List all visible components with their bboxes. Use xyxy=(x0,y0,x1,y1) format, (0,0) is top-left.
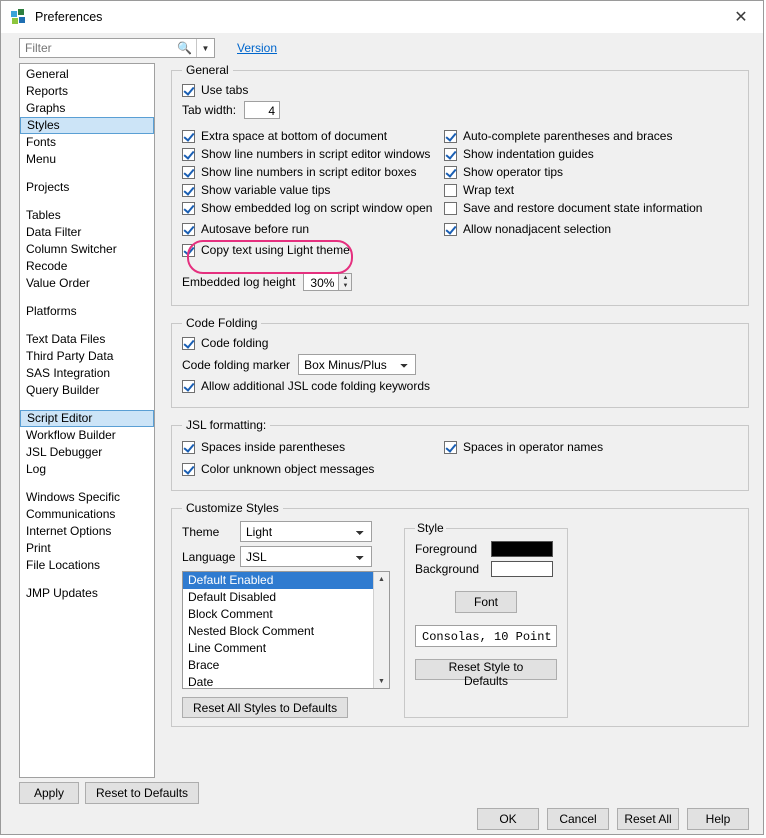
embedded-log-height-stepper[interactable] xyxy=(339,273,352,291)
checkbox-extra-space-bottom[interactable] xyxy=(182,129,387,143)
checkbox-label: Spaces inside parentheses xyxy=(201,440,346,454)
checkbox-label: Allow additional JSL code folding keywords xyxy=(201,379,431,393)
tab-width-input[interactable]: 4 xyxy=(244,101,280,119)
checkbox-label: Allow nonadjacent selection xyxy=(463,222,612,236)
reset-to-defaults-button[interactable]: Reset to Defaults xyxy=(85,782,199,804)
checkbox-icon[interactable] xyxy=(444,184,457,197)
category-sidebar[interactable] xyxy=(19,63,155,778)
sidebar-divider xyxy=(20,574,154,585)
list-item[interactable]: Default Enabled xyxy=(183,572,389,589)
settings-panel xyxy=(171,63,749,778)
general-group xyxy=(171,63,749,306)
general-right-column xyxy=(444,125,738,261)
ok-button[interactable]: OK xyxy=(477,808,539,830)
sidebar-item-platforms[interactable]: Platforms xyxy=(26,304,77,318)
code-folding-marker-label: Code folding marker xyxy=(182,357,291,372)
window-title: Preferences xyxy=(35,10,103,24)
customize-styles-group xyxy=(171,501,749,727)
reset-style-to-defaults-button[interactable]: Reset Style to Defaults xyxy=(415,659,557,680)
checkbox-label: Show variable value tips xyxy=(201,183,331,197)
list-item[interactable]: Block Comment xyxy=(188,607,273,621)
jsl-formatting-legend: JSL formatting: xyxy=(186,418,267,432)
checkbox-icon[interactable] xyxy=(444,223,457,236)
apply-button[interactable]: Apply xyxy=(19,782,79,804)
checkbox-icon[interactable] xyxy=(182,463,195,476)
language-select[interactable] xyxy=(240,546,372,567)
foreground-color-swatch[interactable] xyxy=(491,541,553,557)
sidebar-divider xyxy=(20,399,154,410)
sidebar-item-query-builder[interactable]: Query Builder xyxy=(26,383,100,397)
checkbox-icon[interactable] xyxy=(444,148,457,161)
sidebar-item-third-party-data[interactable]: Third Party Data xyxy=(26,349,114,363)
customize-styles-legend: Customize Styles xyxy=(186,501,279,515)
checkbox-label: Show indentation guides xyxy=(463,147,594,161)
sidebar-item-data-filter[interactable]: Data Filter xyxy=(26,225,82,239)
checkbox-icon[interactable] xyxy=(182,202,195,215)
font-value-field: Consolas, 10 Point xyxy=(415,625,557,647)
checkbox-icon[interactable] xyxy=(182,223,195,236)
styles-left xyxy=(182,521,390,718)
checkbox-icon[interactable] xyxy=(182,184,195,197)
checkbox-icon[interactable] xyxy=(182,148,195,161)
checkbox-icon[interactable] xyxy=(182,244,195,257)
checkbox-variable-value-tips[interactable] xyxy=(182,183,330,197)
checkbox-line-numbers-boxes[interactable] xyxy=(182,165,416,179)
chevron-down-icon[interactable]: ▼ xyxy=(196,39,214,57)
sidebar-item-log[interactable]: Log xyxy=(26,462,47,476)
sidebar-group xyxy=(20,585,154,602)
jmp-app-icon xyxy=(11,9,27,25)
sidebar-group xyxy=(20,489,154,574)
sidebar-item-windows-specific[interactable]: Windows Specific xyxy=(26,490,121,504)
style-subgroup-legend: Style xyxy=(417,521,444,535)
tab-width-label: Tab width: xyxy=(182,103,237,117)
checkbox-icon[interactable] xyxy=(182,380,195,393)
checkbox-autosave-before-run[interactable] xyxy=(182,222,309,236)
sidebar-item-tables[interactable]: Tables xyxy=(26,208,61,222)
checkbox-save-restore-doc-state[interactable] xyxy=(444,201,702,215)
sidebar-item-script-editor[interactable]: Script Editor xyxy=(20,410,154,427)
checkbox-embedded-log-on-open[interactable] xyxy=(182,201,432,215)
code-folding-marker-select[interactable] xyxy=(298,354,416,375)
list-item[interactable]: Default Disabled xyxy=(188,590,277,604)
checkbox-icon[interactable] xyxy=(182,166,195,179)
checkbox-label: Save and restore document state information xyxy=(463,201,703,215)
checkbox-color-unknown-object-messages[interactable] xyxy=(182,462,374,476)
sidebar-divider xyxy=(20,196,154,207)
sidebar-item-jmp-updates[interactable]: JMP Updates xyxy=(26,586,98,600)
foreground-label: Foreground xyxy=(415,542,478,556)
checkbox-copy-text-light-theme[interactable] xyxy=(182,243,350,257)
theme-select[interactable] xyxy=(240,521,372,542)
stepper-down-icon[interactable]: ▼ xyxy=(342,283,349,289)
sidebar-group xyxy=(20,410,154,478)
checkbox-auto-complete-parens[interactable] xyxy=(444,129,672,143)
checkbox-label: Show embedded log on script window open xyxy=(201,201,433,215)
code-folding-group xyxy=(171,316,749,408)
embedded-log-height-input[interactable]: 30% xyxy=(303,273,339,291)
sidebar-item-workflow-builder[interactable]: Workflow Builder xyxy=(26,428,116,442)
checkbox-indentation-guides[interactable] xyxy=(444,147,594,161)
reset-all-styles-button[interactable]: Reset All Styles to Defaults xyxy=(182,697,348,718)
checkbox-allow-additional-keywords[interactable] xyxy=(182,379,430,393)
checkbox-icon[interactable] xyxy=(182,130,195,143)
checkbox-icon[interactable] xyxy=(444,202,457,215)
background-color-swatch[interactable] xyxy=(491,561,553,577)
sidebar-item-reports[interactable]: Reports xyxy=(26,84,69,98)
general-group-legend: General xyxy=(186,63,229,77)
checkbox-spaces-inside-parens[interactable] xyxy=(182,440,345,454)
checkbox-use-tabs[interactable] xyxy=(182,83,248,97)
checkbox-code-folding[interactable] xyxy=(182,336,268,350)
sidebar-item-value-order[interactable]: Value Order xyxy=(26,276,90,290)
list-item[interactable]: Date xyxy=(188,675,214,689)
checkbox-operator-tips[interactable] xyxy=(444,165,563,179)
jsl-formatting-group xyxy=(171,418,749,491)
help-button[interactable]: Help xyxy=(687,808,749,830)
search-icon[interactable]: 🔍 xyxy=(177,41,192,55)
code-folding-legend: Code Folding xyxy=(186,316,258,330)
sidebar-item-general[interactable]: General xyxy=(26,67,69,81)
jsl-right-column xyxy=(444,440,738,458)
sidebar-item-projects[interactable]: Projects xyxy=(26,180,70,194)
checkbox-icon[interactable] xyxy=(182,337,195,350)
sidebar-item-column-switcher[interactable]: Column Switcher xyxy=(26,242,117,256)
sidebar-item-sas-integration[interactable]: SAS Integration xyxy=(26,366,111,380)
general-left-column xyxy=(182,125,444,261)
checkbox-label: Show line numbers in script editor boxes xyxy=(201,165,417,179)
checkbox-label: Spaces in operator names xyxy=(463,440,604,454)
sidebar-group xyxy=(20,303,154,320)
checkbox-label: Autosave before run xyxy=(201,222,310,236)
search-input[interactable] xyxy=(20,40,177,56)
title-bar xyxy=(1,1,763,33)
checkbox-label: Wrap text xyxy=(463,183,515,197)
list-item[interactable]: Nested Block Comment xyxy=(188,624,315,638)
footer-right-buttons xyxy=(477,808,749,830)
reset-all-button[interactable]: Reset All xyxy=(617,808,679,830)
dialog-footer xyxy=(1,778,763,838)
sidebar-item-internet-options[interactable]: Internet Options xyxy=(26,524,112,538)
sidebar-item-jsl-debugger[interactable]: JSL Debugger xyxy=(26,445,103,459)
checkbox-label: Copy text using Light theme xyxy=(201,243,350,257)
checkbox-label: Auto-complete parentheses and braces xyxy=(463,129,673,143)
theme-label: Theme xyxy=(182,524,220,539)
sidebar-group xyxy=(20,179,154,196)
sidebar-group xyxy=(20,331,154,399)
checkbox-icon[interactable] xyxy=(444,166,457,179)
checkbox-icon[interactable] xyxy=(182,441,195,454)
font-button[interactable]: Font xyxy=(455,591,517,613)
sidebar-divider xyxy=(20,292,154,303)
sidebar-item-communications[interactable]: Communications xyxy=(26,507,116,521)
checkbox-spaces-operator-names[interactable] xyxy=(444,440,603,454)
checkbox-line-numbers-windows[interactable] xyxy=(182,147,430,161)
checkbox-nonadjacent-selection[interactable] xyxy=(444,222,611,236)
sidebar-item-fonts[interactable]: Fonts xyxy=(26,135,57,149)
sidebar-item-file-locations[interactable]: File Locations xyxy=(26,558,101,572)
filter-bar xyxy=(1,33,763,63)
checkbox-icon[interactable] xyxy=(444,441,457,454)
list-item[interactable]: Line Comment xyxy=(188,641,267,655)
scroll-down-icon[interactable]: ▼ xyxy=(374,674,389,688)
cancel-button[interactable]: Cancel xyxy=(547,808,609,830)
checkbox-label: Show operator tips xyxy=(463,165,564,179)
checkbox-label: Code folding xyxy=(201,336,269,350)
list-item[interactable]: Brace xyxy=(188,658,220,672)
background-label: Background xyxy=(415,562,480,576)
checkbox-label: Color unknown object messages xyxy=(201,462,375,476)
checkbox-label: Use tabs xyxy=(201,83,249,97)
style-list-scrollbar[interactable] xyxy=(373,572,389,688)
sidebar-item-recode[interactable]: Recode xyxy=(26,259,68,273)
checkbox-wrap-text[interactable] xyxy=(444,183,514,197)
embedded-log-height-label: Embedded log height xyxy=(182,275,296,289)
style-subgroup xyxy=(404,521,568,718)
style-list[interactable] xyxy=(182,571,390,689)
version-link[interactable]: Version xyxy=(237,41,278,55)
checkbox-label: Show line numbers in script editor windows xyxy=(201,147,431,161)
filter-field[interactable] xyxy=(19,38,215,58)
sidebar-item-graphs[interactable]: Graphs xyxy=(26,101,66,115)
sidebar-divider xyxy=(20,478,154,489)
sidebar-item-menu[interactable]: Menu xyxy=(26,152,57,166)
sidebar-group xyxy=(20,66,154,168)
sidebar-item-text-data-files[interactable]: Text Data Files xyxy=(26,332,106,346)
checkbox-icon[interactable] xyxy=(182,84,195,97)
sidebar-divider xyxy=(20,320,154,331)
footer-left-buttons xyxy=(19,782,199,804)
sidebar-divider xyxy=(20,168,154,179)
close-icon[interactable]: ✕ xyxy=(734,8,748,26)
checkbox-icon[interactable] xyxy=(444,130,457,143)
language-label: Language xyxy=(182,549,236,564)
sidebar-group xyxy=(20,207,154,292)
sidebar-item-print[interactable]: Print xyxy=(26,541,51,555)
jsl-left-column xyxy=(182,440,444,458)
main-content xyxy=(1,63,763,778)
sidebar-item-styles[interactable]: Styles xyxy=(20,117,154,134)
checkbox-label: Extra space at bottom of document xyxy=(201,129,388,143)
stepper-up-icon[interactable]: ▲ xyxy=(342,275,349,281)
scroll-up-icon[interactable]: ▲ xyxy=(374,572,389,586)
